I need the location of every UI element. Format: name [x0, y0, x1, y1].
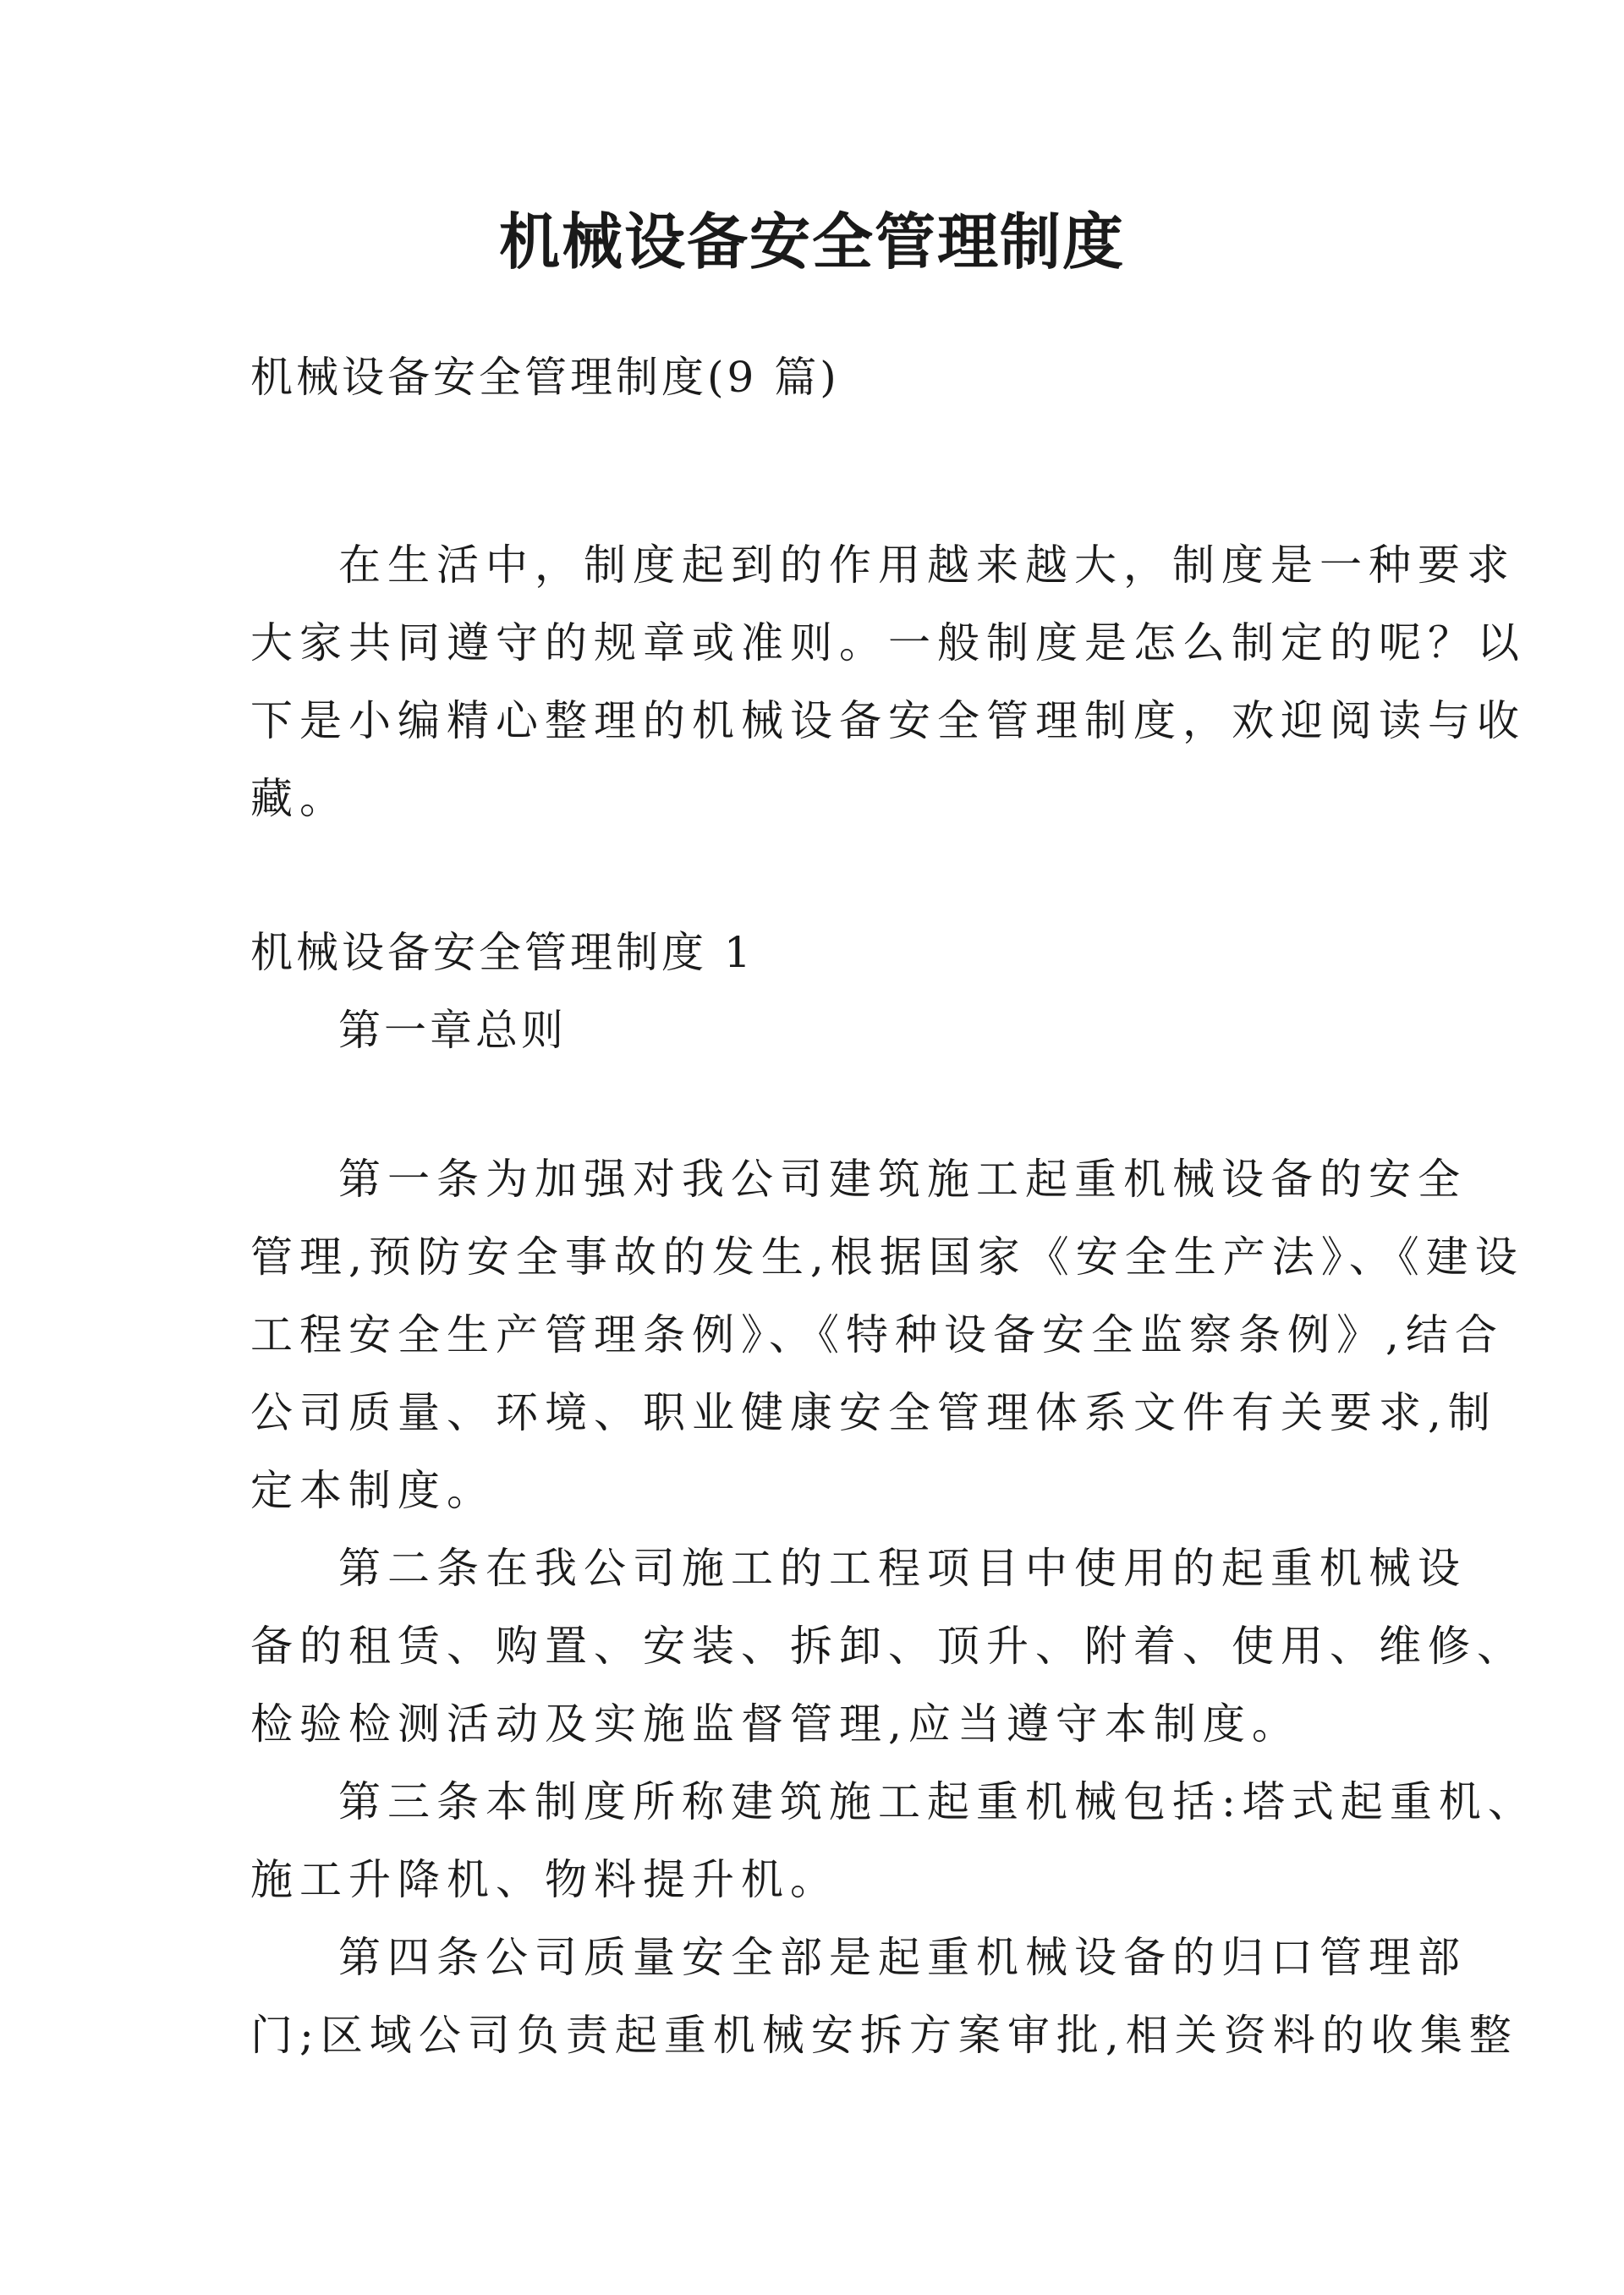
paragraph-line: 藏。 — [250, 774, 348, 823]
chapter-title: 第一章总则 — [338, 1006, 567, 1055]
paragraph-line: 施工升降机、物料提升机。 — [250, 1855, 839, 1904]
paragraph-line: 第一条为加强对我公司建筑施工起重机械设备的安全 — [338, 1155, 1467, 1204]
paragraph-line: 备的租赁、购置、安装、拆卸、顶升、附着、使用、维修、 — [250, 1622, 1526, 1671]
paragraph-line: 公司质量、环境、职业健康安全管理体系文件有关要求,制 — [250, 1388, 1497, 1437]
article-3-paragraph — [250, 1763, 1537, 1919]
document-title: 机械设备安全管理制度 — [498, 206, 1125, 277]
paragraph-line: 第二条在我公司施工的工程项目中使用的起重机械设 — [338, 1544, 1467, 1593]
article-4-paragraph — [250, 1919, 1518, 2074]
paragraph-line: 第四条公司质量安全部是起重机械设备的归口管理部 — [338, 1933, 1467, 1982]
document-subtitle: 机械设备安全管理制度(9 篇) — [250, 353, 840, 402]
intro-paragraph — [250, 526, 1526, 837]
paragraph-line: 大家共同遵守的规章或准则。一般制度是怎么制定的呢？以 — [250, 618, 1526, 667]
paragraph-line: 管理,预防安全事故的发生,根据国家《安全生产法》、《建设 — [250, 1233, 1524, 1282]
paragraph-line: 在生活中，制度起到的作用越来越大，制度是一种要求 — [338, 541, 1516, 590]
paragraph-line: 检验检测活动及实施监督管理,应当遵守本制度。 — [250, 1699, 1301, 1749]
paragraph-line: 工程安全生产管理条例》、《特种设备安全监察条例》,结合 — [250, 1310, 1504, 1359]
paragraph-line: 定本制度。 — [250, 1466, 496, 1515]
article-2-paragraph — [250, 1529, 1526, 1763]
paragraph-line: 第三条本制度所称建筑施工起重机械包括:塔式起重机、 — [338, 1777, 1537, 1826]
paragraph-line: 门;区域公司负责起重机械安拆方案审批,相关资料的收集整 — [250, 2011, 1518, 2060]
article-1-paragraph — [250, 1140, 1524, 1529]
section-title: 机械设备安全管理制度 1 — [250, 928, 754, 977]
paragraph-line: 下是小编精心整理的机械设备安全管理制度，欢迎阅读与收 — [250, 696, 1526, 745]
